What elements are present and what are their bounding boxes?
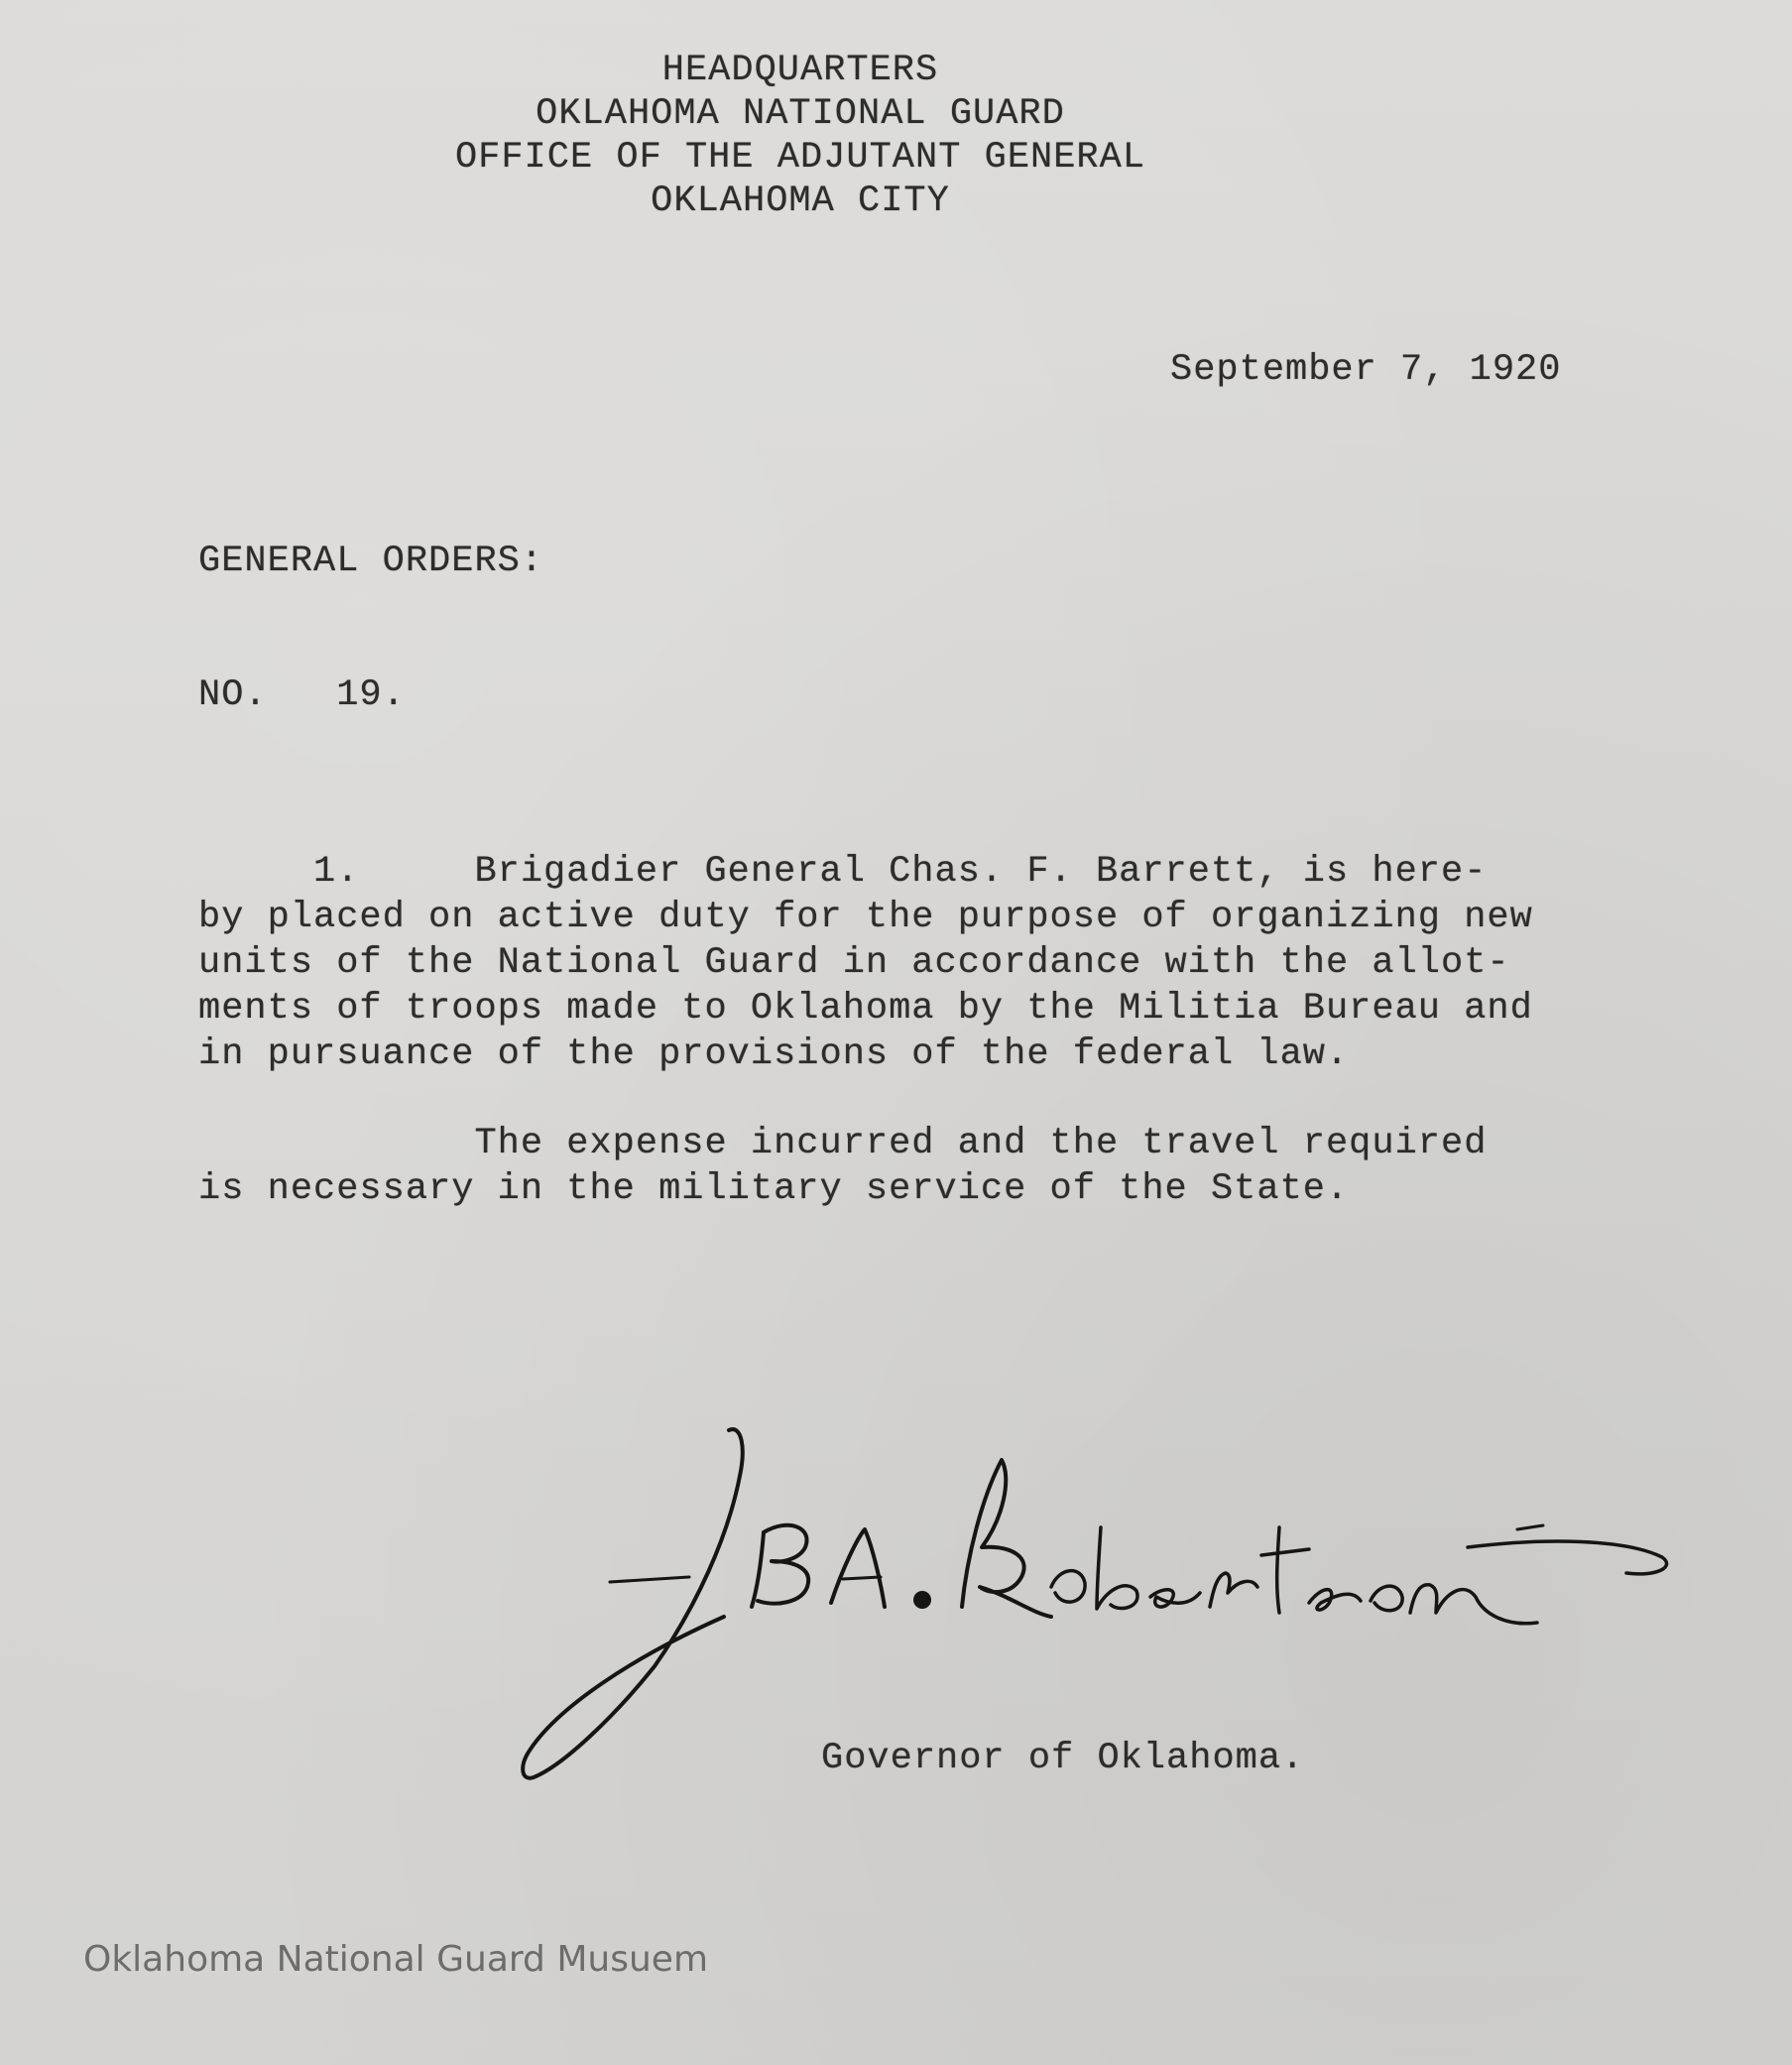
letterhead-line-2: OKLAHOMA NATIONAL GUARD	[536, 93, 1065, 135]
paragraph-1-line-1: 1. Brigadier General Chas. F. Barrett, is here-	[198, 851, 1488, 893]
paragraph-1-line-4: ments of troops made to Oklahoma by the Militia Bureau and	[198, 988, 1533, 1030]
order-number: NO. 19.	[198, 674, 406, 716]
paragraph-1-line-3: units of the National Guard in accordance with the allot-	[198, 942, 1510, 984]
paragraph-1-line-2: by placed on active duty for the purpose of organizing new	[198, 897, 1533, 938]
letterhead-line-1: HEADQUARTERS	[661, 50, 939, 91]
paragraph-2-line-2: is necessary in the military service of the State.	[198, 1168, 1350, 1210]
general-orders-heading: GENERAL ORDERS:	[198, 541, 544, 582]
paragraph-2-line-1: The expense incurred and the travel required	[198, 1123, 1488, 1164]
order-date: September 7, 1920	[1170, 349, 1562, 391]
letterhead-line-3: OFFICE OF THE ADJUTANT GENERAL	[454, 137, 1146, 179]
letterhead-line-4: OKLAHOMA CITY	[651, 181, 950, 222]
paragraph-1-line-5: in pursuance of the provisions of the federal law.	[198, 1033, 1350, 1075]
museum-watermark: Oklahoma National Guard Musuem	[83, 1939, 709, 1980]
signature-title: Governor of Oklahoma.	[821, 1738, 1305, 1779]
